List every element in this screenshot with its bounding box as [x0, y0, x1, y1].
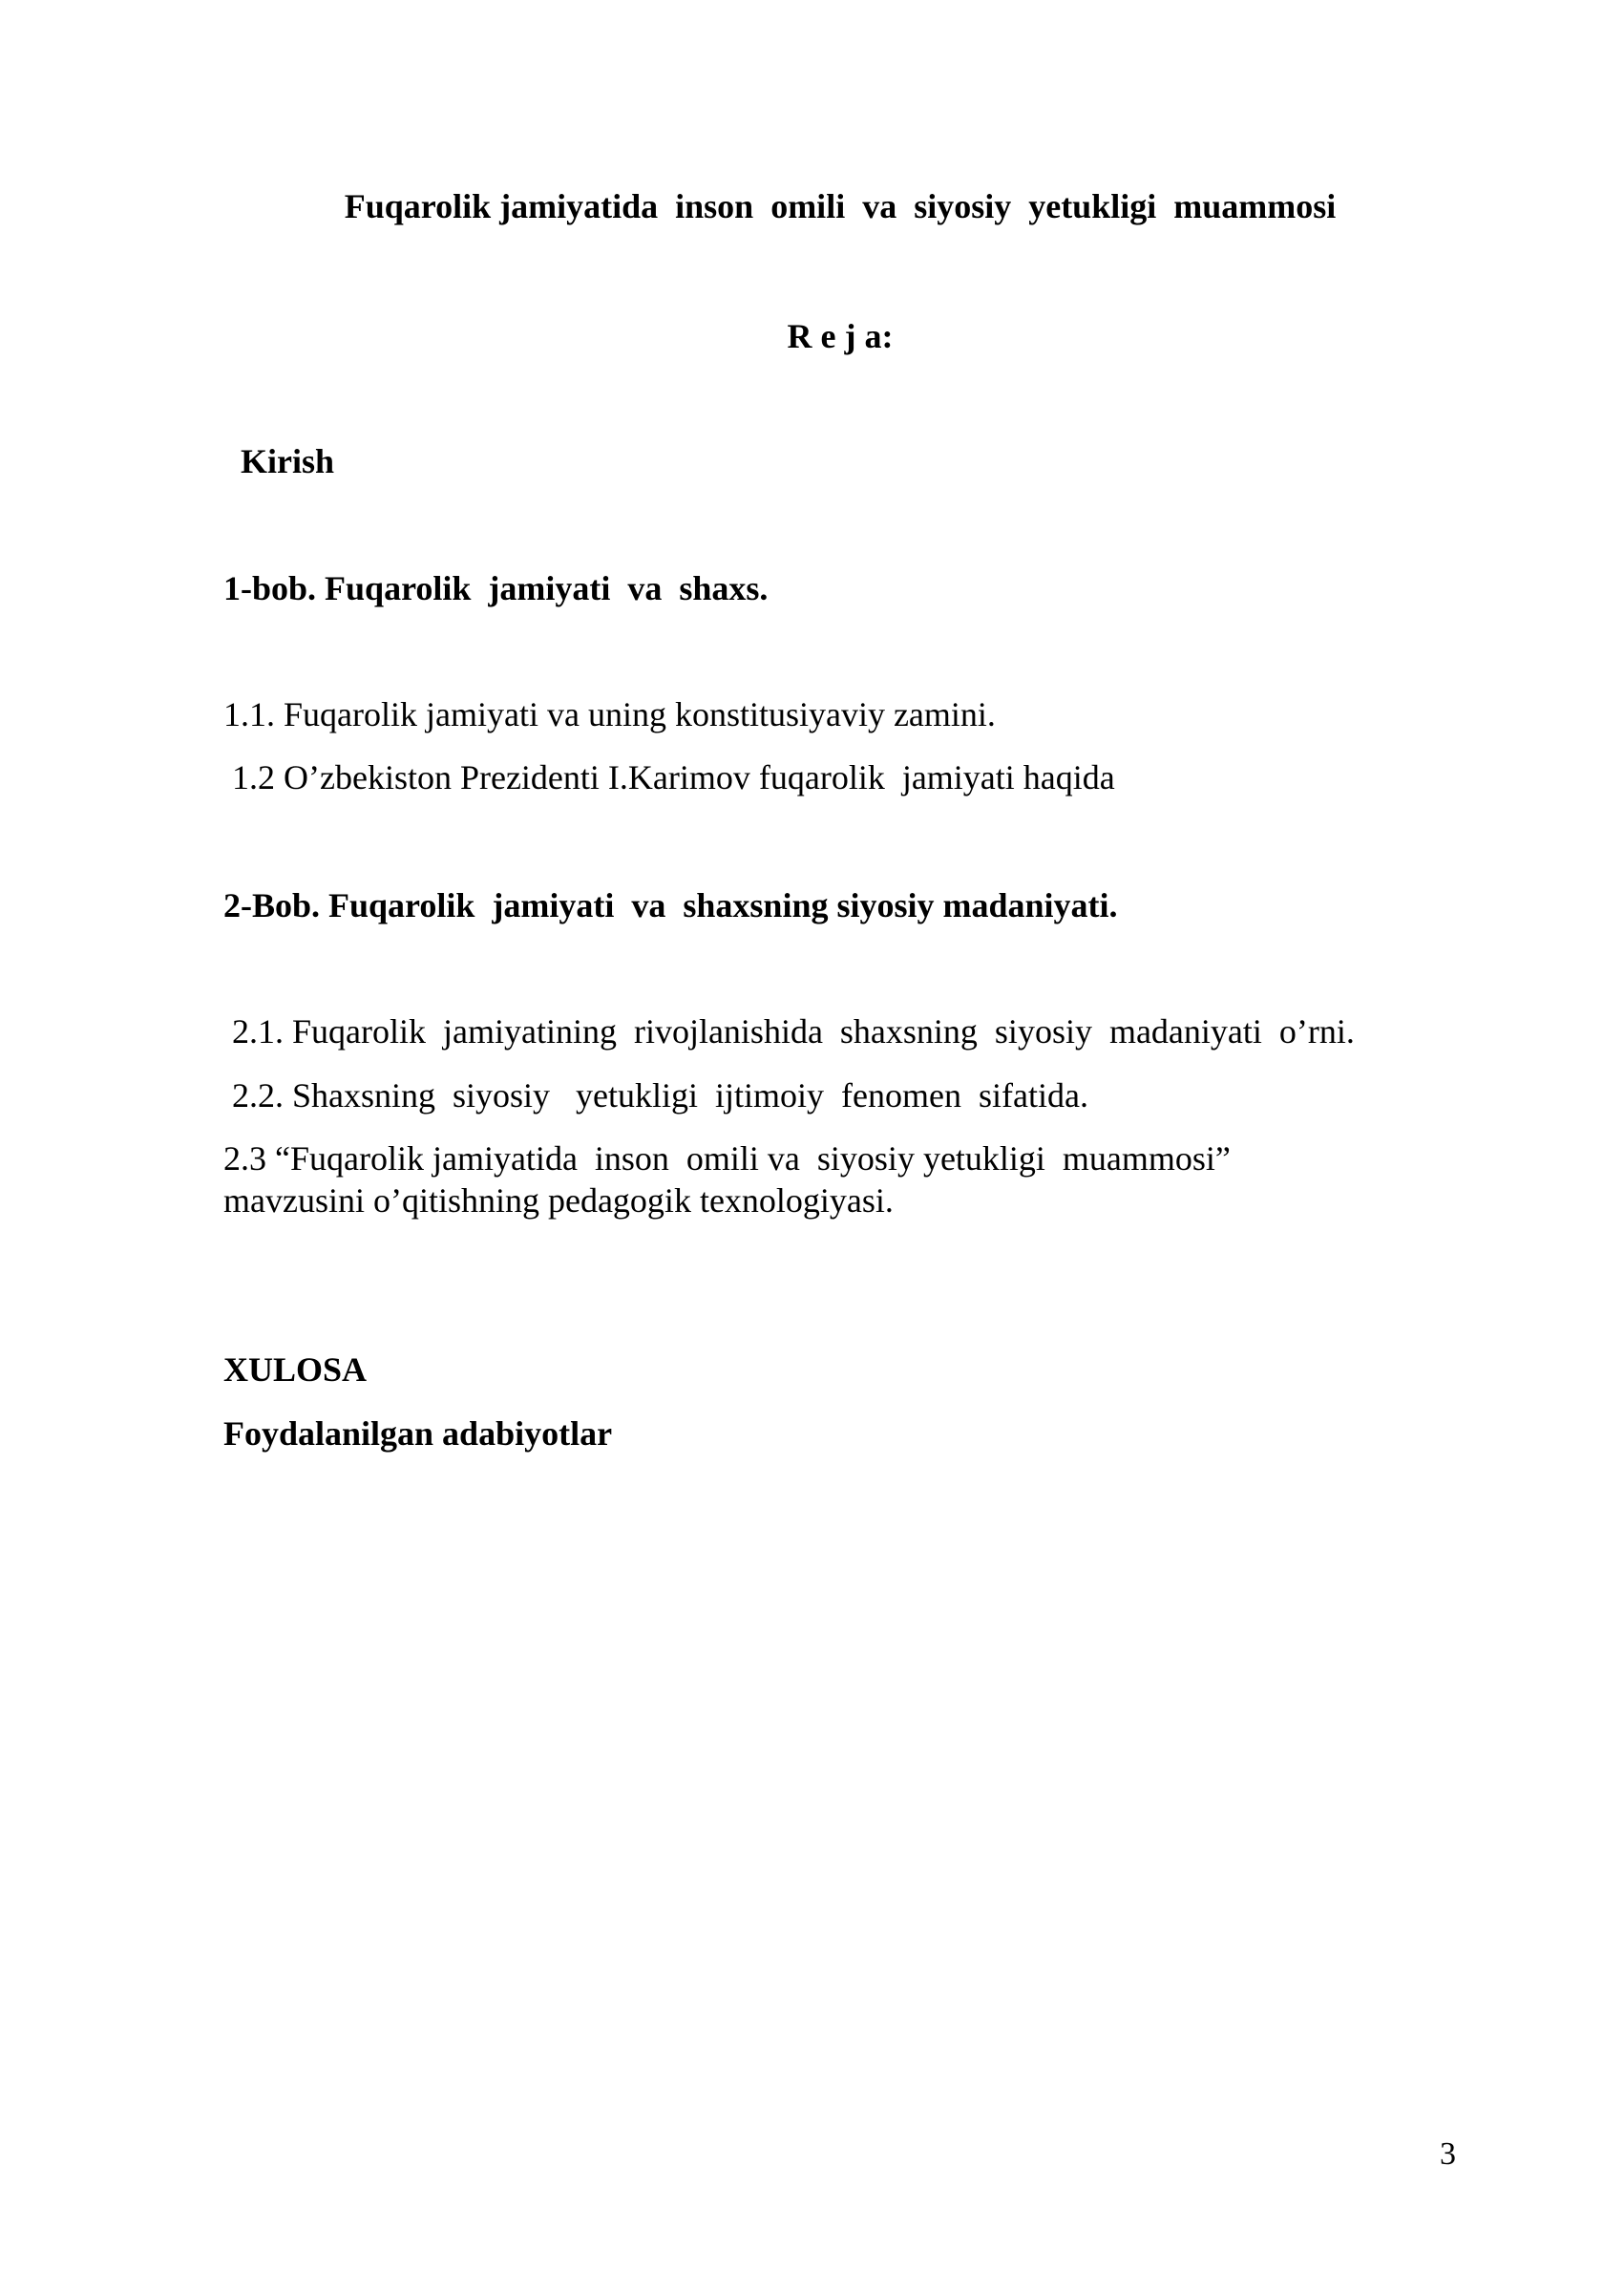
chapter2-item-2: 2.2. Shaxsning siyosiy yetukligi ijtimoiy fenomen sifatida. — [223, 1076, 1088, 1115]
chapter1-item-2: 1.2 O’zbekiston Prezidenti I.Karimov fuqarolik jamiyati haqida — [223, 758, 1115, 796]
chapter1-heading: 1-bob. Fuqarolik jamiyati va shaxs. — [223, 569, 769, 607]
chapter2-item-1: 2.1. Fuqarolik jamiyatining rivojlanishida shaxsning siyosiy madaniyati o’rni. — [223, 1012, 1355, 1051]
plan-heading: R e j a: — [787, 317, 894, 355]
document-title: Fuqarolik jamiyatida inson omili va siyosiy yetukligi muammosi — [344, 187, 1337, 225]
page-number: 3 — [1440, 2136, 1456, 2172]
chapter2-item-3: 2.3 “Fuqarolik jamiyatida inson omili va siyosiy yetukligi muammosi” — [223, 1139, 1231, 1178]
intro-heading: Kirish — [241, 442, 335, 480]
references-heading: Foydalanilgan adabiyotlar — [223, 1414, 613, 1453]
chapter1-item-1: 1.1. Fuqarolik jamiyati va uning konstitusiyaviy zamini. — [223, 695, 996, 733]
chapter2-heading: 2-Bob. Fuqarolik jamiyati va shaxsning siyosiy madaniyati. — [223, 886, 1118, 924]
chapter2-item-3-continued: mavzusini o’qitishning pedagogik texnologiyasi. — [223, 1181, 894, 1220]
conclusion-heading: XULOSA — [223, 1350, 368, 1389]
